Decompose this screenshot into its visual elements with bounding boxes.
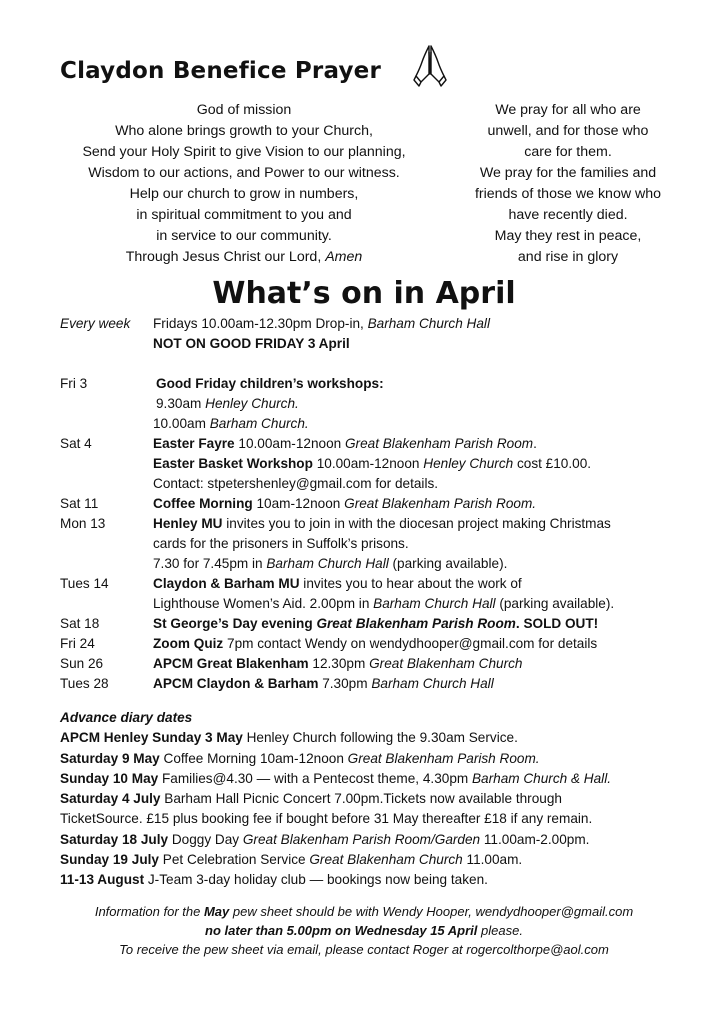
prayer-line: care for them. — [524, 144, 612, 160]
event-fri-24: Fri 24 Zoom Quiz 7pm contact Wendy on wendydhooper@gmail.com for details — [60, 634, 720, 654]
advance-item: Saturday 18 July Doggy Day Great Blakenham Parish Room/Garden 11.00am-2.00pm. — [60, 831, 590, 847]
praying-hands-icon — [412, 44, 448, 88]
advance-item: Sunday 19 July Pet Celebration Service Great Blakenham Church 11.00am. — [60, 852, 523, 868]
event-date: Sat 4 — [60, 436, 92, 451]
advance-item: Saturday 9 May Coffee Morning 10am-12noon Great Blakenham Parish Room. — [60, 750, 540, 766]
event-sat-11: Sat 11 Coffee Morning 10am-12noon Great Blakenham Parish Room. — [60, 494, 720, 514]
event-date: Tues 28 — [60, 676, 109, 691]
prayer-title: Claydon Benefice Prayer — [60, 58, 381, 84]
prayer-line: We pray for all who are — [495, 102, 641, 118]
event-sun-26: Sun 26 APCM Great Blakenham 12.30pm Great Blakenham Church — [60, 654, 720, 674]
event-note: NOT ON GOOD FRIDAY 3 April — [153, 336, 350, 351]
event-date: Sat 11 — [60, 496, 99, 511]
advance-heading: Advance diary dates — [60, 710, 193, 725]
advance-item: 11-13 August J-Team 3-day holiday club — bookings now being taken. — [60, 872, 488, 888]
event-every-week: Every week Fridays 10.00am-12.30pm Drop-in, Barham Church Hall NOT ON GOOD FRIDAY 3 April — [60, 314, 720, 354]
prayer-line: in service to our community. — [156, 228, 332, 244]
footer-info: Information for the May pew sheet should be with Wendy Hooper, wendydhooper@gmail.com no later than 5.00pm on Wednesday 15 April please. To receive the pew sheet via email, please contact Roger at rogercolthorpe@aol.com — [94, 904, 634, 957]
prayer-line: in spiritual commitment to you and — [136, 207, 352, 223]
event-sat-18: Sat 18 St George’s Day evening Great Blakenham Parish Room. SOLD OUT! — [60, 614, 720, 634]
prayer-line: friends of those we know who — [474, 186, 662, 202]
advance-item-cont: TicketSource. £15 plus booking fee if bought before 31 May thereafter £18 if any remain. — [60, 811, 593, 827]
prayer-line: unwell, and for those who — [487, 123, 649, 139]
event-date: Sat 18 — [60, 616, 100, 631]
prayer-line: Help our church to grow in numbers, — [129, 186, 359, 202]
event-date: Fri 3 — [60, 376, 88, 391]
event-date: Mon 13 — [60, 516, 106, 531]
event-tues-14: Tues 14 Claydon & Barham MU invites you to hear about the work of Lighthouse Women’s Aid. 2.00pm in Barham Church Hall (parking available). — [60, 574, 720, 614]
event-date: Fri 24 — [60, 636, 95, 651]
events-list — [60, 314, 720, 694]
prayer-line: have recently died. — [508, 207, 628, 223]
event-fri-3: Fri 3 Good Friday children’s workshops: 9.30am Henley Church. 10.00am Barham Church. — [60, 374, 720, 434]
advance-item: APCM Henley Sunday 3 May Henley Church following the 9.30am Service. — [60, 730, 518, 746]
event-mon-13: Mon 13 Henley MU invites you to join in with the diocesan project making Christmas cards for the prisoners in Suffolk’s prisons. 7.30 for 7.45pm in Barham Church Hall (parking available). — [60, 514, 720, 574]
prayer-line: and rise in glory — [517, 249, 619, 265]
advance-item: Sunday 10 May Families@4.30 — with a Pentecost theme, 4.30pm Barham Church & Hall. — [60, 770, 611, 786]
event-date: Tues 14 — [60, 576, 109, 591]
prayer-line-last: Through Jesus Christ our Lord, Amen — [125, 249, 363, 265]
event-date: Sun 26 — [60, 656, 104, 671]
prayer-line: We pray for the families and — [479, 165, 657, 181]
prayer-line: God of mission — [196, 102, 292, 118]
advance-diary — [60, 708, 720, 891]
advance-item: Saturday 4 July Barham Hall Picnic Concert 7.00pm.Tickets now available through — [60, 791, 562, 807]
event-sat-4: Sat 4 Easter Fayre 10.00am-12noon Great Blakenham Parish Room. Easter Basket Workshop 10.00am-12noon Henley Church cost £10.00. Contact: stpetershenley@gmail.com for details. — [60, 434, 720, 494]
whats-on-heading: What’s on in April — [212, 276, 516, 311]
prayer-line: Wisdom to our actions, and Power to our witness. — [88, 165, 400, 181]
event-tues-28: Tues 28 APCM Claydon & Barham 7.30pm Barham Church Hall — [60, 674, 720, 694]
prayer-line: Send your Holy Spirit to give Vision to our planning, — [82, 144, 406, 160]
prayer-right-column — [448, 100, 688, 268]
prayer-line: Who alone brings growth to your Church, — [115, 123, 373, 139]
prayer-left-column — [58, 100, 430, 268]
prayer-line: May they rest in peace, — [494, 228, 642, 244]
event-date: Every week — [60, 316, 131, 331]
amen: Amen — [325, 249, 363, 265]
